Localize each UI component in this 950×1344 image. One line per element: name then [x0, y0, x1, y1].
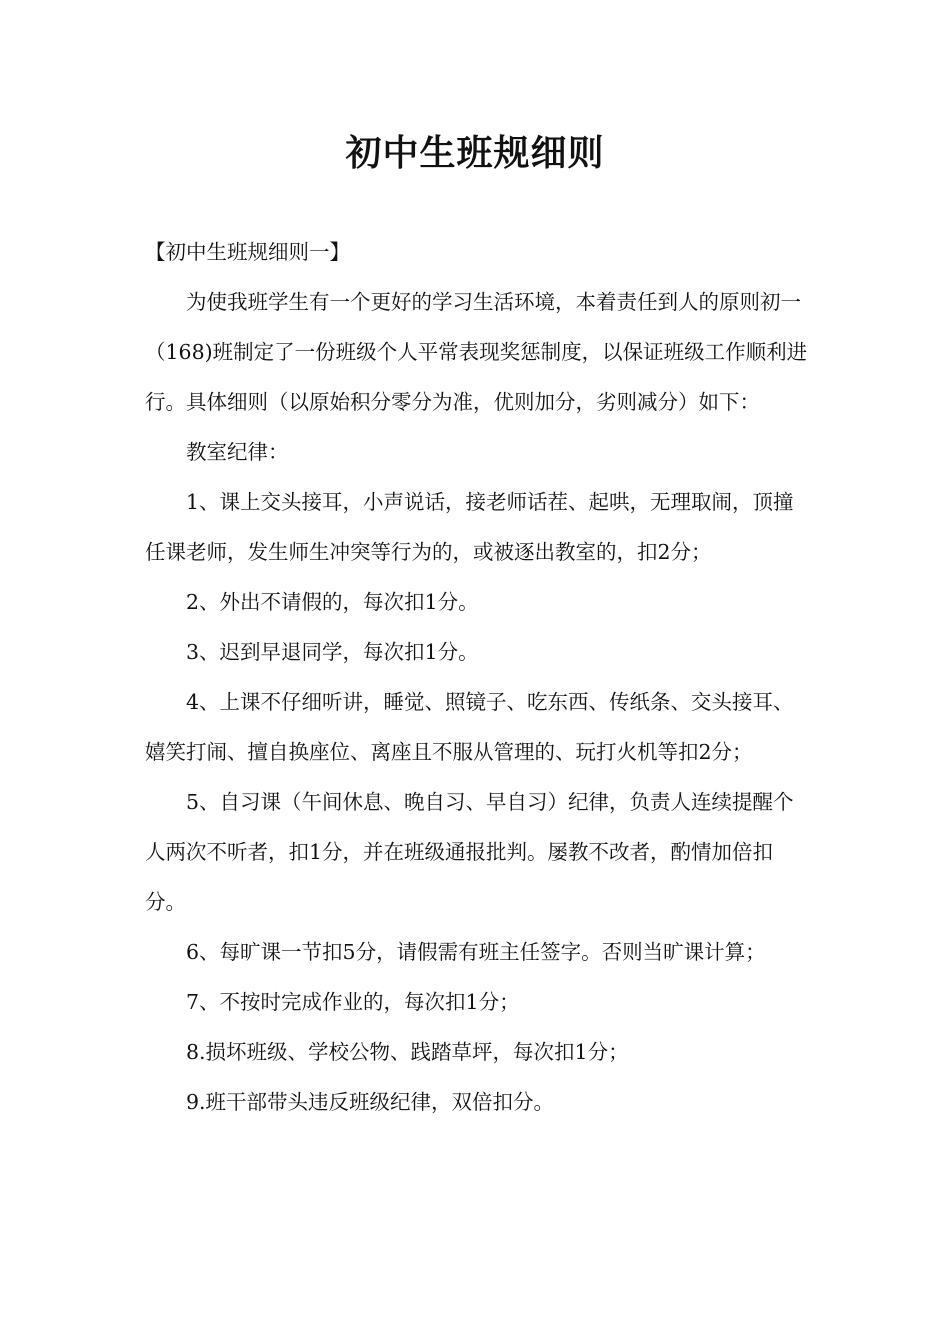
rule-item-4: 4、上课不仔细听讲，睡觉、照镜子、吃东西、传纸条、交头接耳、嬉笑打闹、擅自换座位、离座且不服从管理的、玩打火机等扣2分； — [145, 690, 794, 764]
document-body — [145, 227, 813, 1127]
rule-item-3: 3、迟到早退同学，每次扣1分。 — [186, 640, 479, 664]
rule-item-1: 1、课上交头接耳，小声说话，接老师话茬、起哄，无理取闹，顶撞任课老师，发生师生冲突等行为的，或被逐出教室的，扣2分； — [145, 490, 794, 564]
paragraph-intro: 为使我班学生有一个更好的学习生活环境，本着责任到人的原则初一（168)班制定了一份班级个人平常表现奖惩制度，以保证班级工作顺利进行。具体细则（以原始积分零分为准，优则加分，劣则减分）如下： — [145, 290, 808, 414]
rule-item-2: 2、外出不请假的，每次扣1分。 — [186, 590, 479, 614]
rule-item-5: 5、自习课（午间休息、晚自习、早自习）纪律，负责人连续提醒个人两次不听者，扣1分，并在班级通报批判。屡教不改者，酌情加倍扣分。 — [145, 790, 794, 914]
rule-item-7: 7、不按时完成作业的，每次扣1分； — [186, 990, 520, 1014]
rule-item-8: 8.损坏班级、学校公物、践踏草坪，每次扣1分； — [186, 1040, 629, 1064]
paragraph-classroom-discipline: 教室纪律： — [186, 440, 289, 464]
section-title: 【初中生班规细则一】 — [145, 240, 350, 264]
rule-item-6: 6、每旷课一节扣5分，请假需有班主任签字。否则当旷课计算； — [186, 940, 766, 964]
rule-item-9: 9.班干部带头违反班级纪律，双倍扣分。 — [186, 1090, 555, 1114]
page-title: 初中生班规细则 — [345, 133, 605, 174]
